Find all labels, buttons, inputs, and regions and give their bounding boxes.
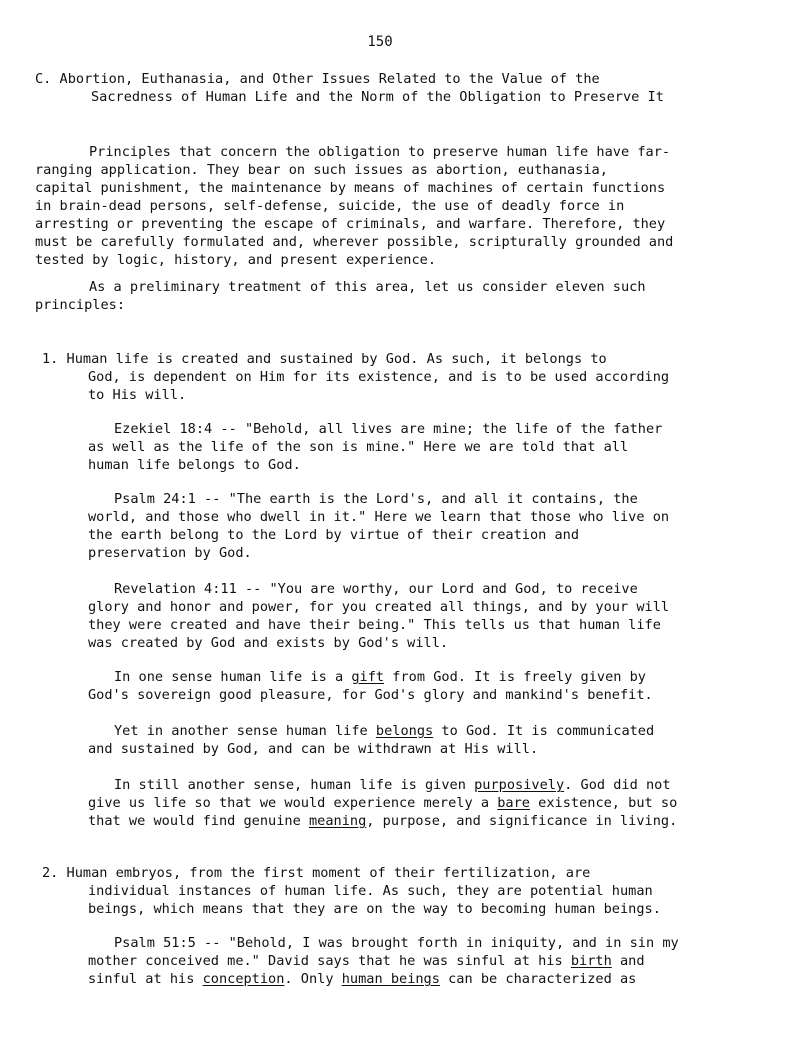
text-span: Yet in another sense human life — [114, 723, 376, 739]
scripture-psalm-24 — [88, 490, 728, 562]
text-line: God's sovereign good pleasure, for God's glory and mankind's benefit. — [88, 687, 653, 703]
text-span: give us life so that we would experience merely a — [88, 795, 498, 811]
text-line: Revelation 4:11 -- "You are worthy, our Lord and God, to receive — [114, 581, 638, 597]
underlined-word: birth — [570, 953, 612, 969]
text-line: they were created and have their being." This tells us that human life — [88, 617, 661, 633]
scripture-ezekiel — [88, 420, 728, 474]
section-heading — [35, 70, 735, 106]
text-line: ranging application. They bear on such issues as abortion, euthanasia, — [35, 162, 608, 178]
scripture-revelation — [88, 580, 728, 652]
text-line: individual instances of human life. As such, they are potential human — [88, 883, 653, 899]
paragraph-belongs — [88, 722, 728, 758]
text-line: and sustained by God, and can be withdrawn at His will. — [88, 741, 539, 757]
text-line: God, is dependent on Him for its existence, and is to be used according — [88, 369, 670, 385]
underlined-word: conception — [202, 971, 285, 987]
text-line: must be carefully formulated and, wherever possible, scripturally grounded and — [35, 234, 674, 250]
underlined-word: purposively — [474, 777, 565, 793]
underlined-word: human beings — [341, 971, 440, 987]
text-span: that we would find genuine — [88, 813, 309, 829]
heading-line: Sacredness of Human Life and the Norm of the Obligation to Preserve It — [91, 89, 664, 105]
text-line: in brain-dead persons, self-defense, suicide, the use of deadly force in — [35, 198, 625, 214]
text-span: . Only — [284, 971, 342, 987]
text-line: was created by God and exists by God's will. — [88, 635, 449, 651]
text-line: beings, which means that they are on the way to becoming human beings. — [88, 901, 661, 917]
text-span: In one sense human life is a — [114, 669, 352, 685]
text-line: 1. Human life is created and sustained by God. As such, it belongs to — [42, 351, 607, 367]
text-line: Ezekiel 18:4 -- "Behold, all lives are mine; the life of the father — [114, 421, 663, 437]
scripture-psalm-51 — [88, 934, 728, 988]
text-line: capital punishment, the maintenance by means of machines of certain functions — [35, 180, 666, 196]
text-line: 2. Human embryos, from the first moment of their fertilization, are — [42, 865, 591, 881]
text-span: . God did not — [564, 777, 671, 793]
underlined-word: gift — [351, 669, 385, 685]
underlined-word: belongs — [375, 723, 434, 739]
text-line: Psalm 51:5 -- "Behold, I was brought forth in iniquity, and in sin my — [114, 935, 679, 951]
underlined-word: meaning — [308, 813, 367, 829]
text-line: glory and honor and power, for you created all things, and by your will — [88, 599, 670, 615]
text-line: preservation by God. — [88, 545, 252, 561]
text-span: mother conceived me." David says that he was sinful at his — [88, 953, 571, 969]
underlined-word: bare — [497, 795, 530, 811]
intro-paragraph — [35, 278, 735, 314]
text-span: to God. It is communicated — [433, 723, 655, 739]
page-number: 150 — [367, 34, 393, 50]
text-line: human life belongs to God. — [88, 457, 301, 473]
text-line: tested by logic, history, and present experience. — [35, 252, 437, 268]
text-span: existence, but so — [529, 795, 678, 811]
text-span: sinful at his — [88, 971, 203, 987]
text-span: and — [611, 953, 645, 969]
intro-paragraph — [35, 143, 735, 269]
text-line: the earth belong to the Lord by virtue of their creation and — [88, 527, 580, 543]
text-line: As a preliminary treatment of this area, let us consider eleven such — [89, 279, 646, 295]
text-span: , purpose, and significance in living. — [366, 813, 678, 829]
text-line: world, and those who dwell in it." Here we learn that those who live on — [88, 509, 670, 525]
text-line: as well as the life of the son is mine." Here we are told that all — [88, 439, 629, 455]
text-line: arresting or preventing the escape of criminals, and warfare. Therefore, they — [35, 216, 666, 232]
paragraph-gift — [88, 668, 728, 704]
principle-item-2 — [42, 864, 732, 918]
text-line: to His will. — [88, 387, 187, 403]
text-line: principles: — [35, 297, 126, 313]
principle-item-1 — [42, 350, 732, 404]
text-line: Principles that concern the obligation to preserve human life have far- — [89, 144, 671, 160]
text-span: can be characterized as — [439, 971, 637, 987]
text-span: In still another sense, human life is given — [114, 777, 475, 793]
text-span: from God. It is freely given by — [384, 669, 646, 685]
text-line: Psalm 24:1 -- "The earth is the Lord's, and all it contains, the — [114, 491, 638, 507]
heading-line: C. Abortion, Euthanasia, and Other Issues Related to the Value of the — [35, 71, 600, 87]
paragraph-purposively — [88, 776, 728, 830]
